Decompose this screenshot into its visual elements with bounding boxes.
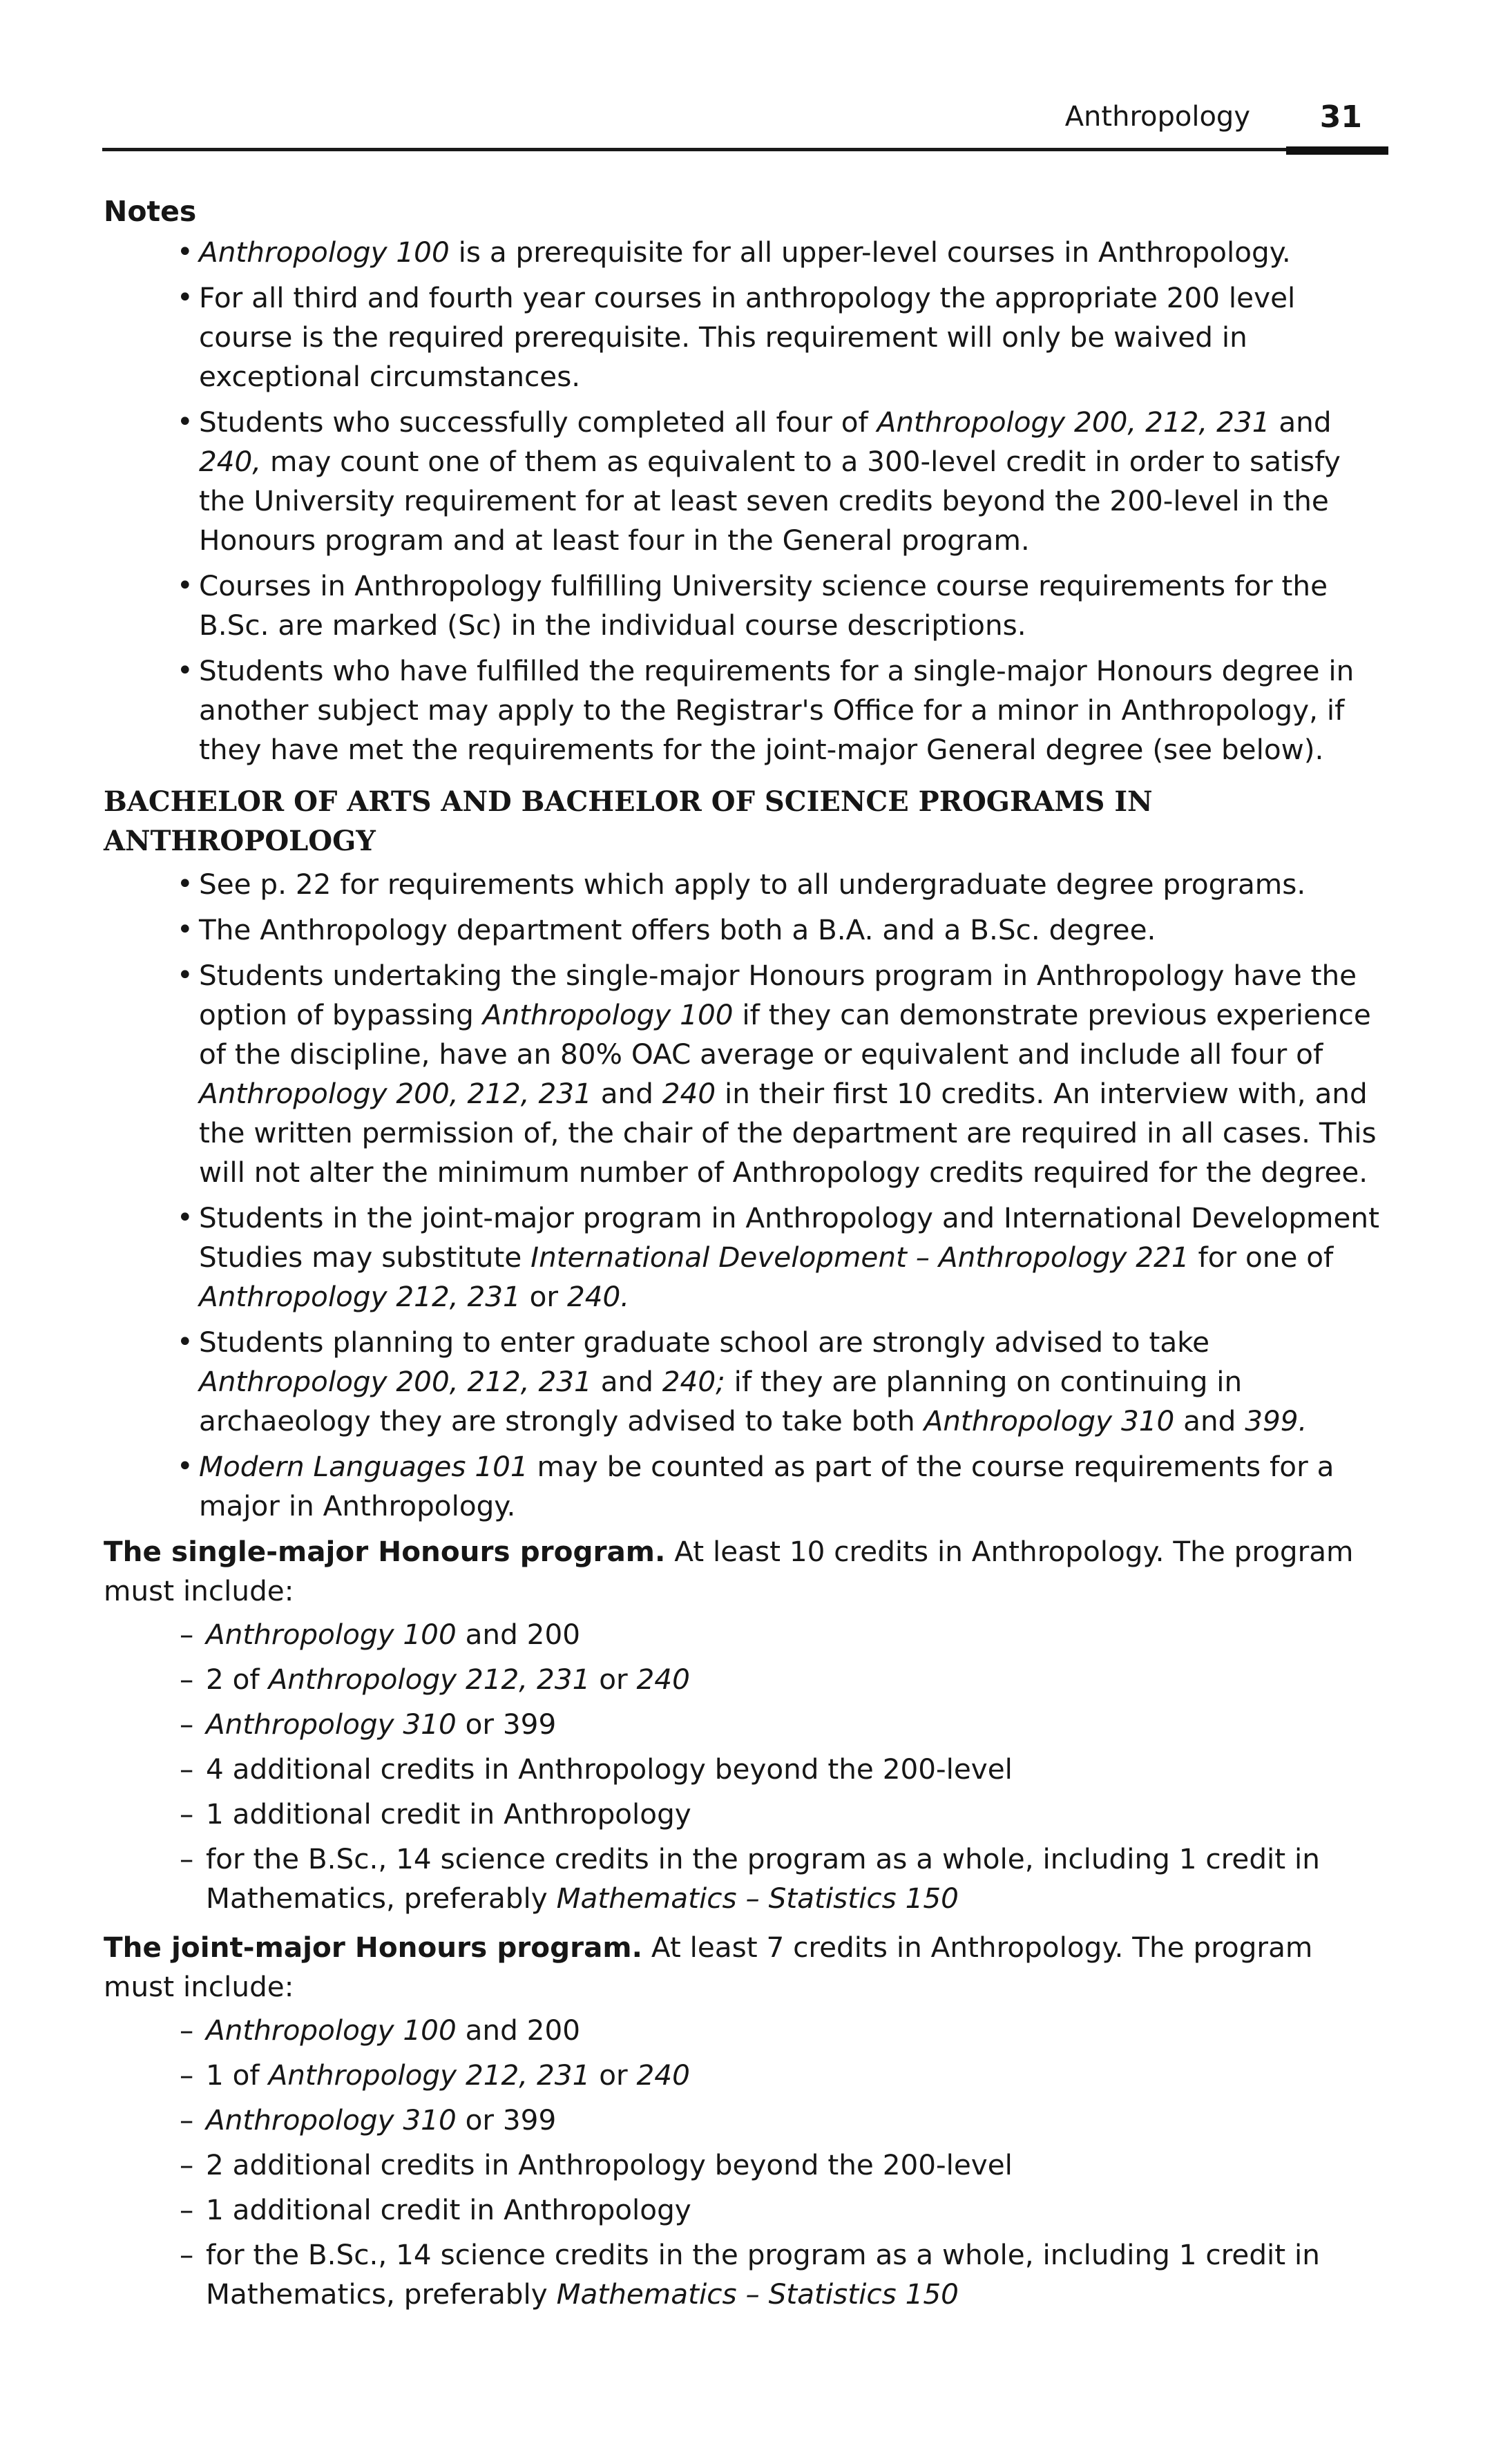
italic-text: Anthropology 212, 231	[268, 1663, 591, 1696]
italic-text: Anthropology 200, 212, 231	[877, 405, 1270, 439]
text: Students planning to enter graduate school are strongly advised to take	[199, 1326, 1210, 1359]
note-item	[104, 403, 1388, 560]
text: or	[590, 1663, 637, 1696]
text: For all third and fourth year courses in anthropology the appropriate 200 level course is the required prerequisite. This requirement will only be waived in exceptional circumstances.	[199, 281, 1296, 393]
text: Students who have fulfilled the requirements for a single-major Honours degree in another subject may apply to the Registrar's Office for a minor in Anthropology, if they have met the requirements for the joint-major General degree (see below).	[199, 654, 1355, 766]
italic-text: 399.	[1245, 1404, 1308, 1437]
requirement-item	[104, 2190, 1388, 2230]
joint-major-requirements	[104, 2011, 1388, 2314]
requirement-item	[104, 2011, 1388, 2050]
text: and	[591, 1365, 662, 1398]
text: is a prerequisite for all upper-level courses in Anthropology.	[449, 236, 1291, 269]
text: or	[520, 1280, 567, 1313]
note-item	[104, 233, 1388, 272]
text: and	[1174, 1404, 1245, 1437]
requirement-item	[104, 1660, 1388, 1699]
text: if they can demonstrate previous experience of the discipline, have an 80% OAC average or equivalent and include all four of	[199, 998, 1371, 1071]
italic-text: Anthropology 200, 212, 231	[199, 1077, 592, 1110]
requirement-item	[104, 2235, 1388, 2314]
program-note-item	[104, 1323, 1388, 1441]
joint-major-title: The joint-major Honours program.	[104, 1931, 642, 1964]
programs-heading: BACHELOR OF ARTS AND BACHELOR OF SCIENCE PROGRAMS IN ANTHROPOLOGY	[104, 785, 1153, 857]
text: 2 of	[206, 1663, 269, 1696]
requirement-item	[104, 2101, 1388, 2140]
note-item	[104, 278, 1388, 396]
text: or	[590, 2058, 637, 2092]
italic-text: Anthropology 310	[924, 1404, 1175, 1437]
italic-text: Anthropology 100	[206, 2014, 457, 2047]
italic-text: Anthropology 212, 231	[199, 1280, 521, 1313]
text: Courses in Anthropology fulfilling University science course requirements for the B.Sc. are marked (Sc) in the individual course descriptions.	[199, 569, 1328, 642]
italic-text: Anthropology 200, 212, 231	[199, 1365, 592, 1398]
page-header	[102, 97, 1388, 152]
italic-text: 240,	[199, 445, 262, 478]
requirement-item	[104, 1795, 1388, 1834]
text: Students who successfully completed all four of	[199, 405, 877, 439]
text: and 200	[456, 2014, 580, 2047]
text: Students in the joint-major program in Anthropology and International Development Studies may substitute	[199, 1201, 1379, 1274]
program-note-item	[104, 956, 1388, 1192]
requirement-item	[104, 1839, 1388, 1918]
notes-list	[104, 233, 1388, 770]
italic-text: Anthropology 100	[206, 1618, 457, 1651]
programs-list	[104, 865, 1388, 1526]
program-note-item	[104, 865, 1388, 904]
text: or 399	[456, 1708, 557, 1741]
italic-text: Anthropology 310	[206, 2103, 457, 2137]
running-title: Anthropology	[1064, 101, 1250, 133]
text: 1 of	[206, 2058, 269, 2092]
page-number: 31	[1319, 99, 1362, 135]
text: may count one of them as equivalent to a 300-level credit in order to satisfy the University requirement for at least seven credits beyond the 200-level in the Honours program and at least four in the General program.	[199, 445, 1341, 557]
single-major-requirements	[104, 1615, 1388, 1918]
text: 2 additional credits in Anthropology beyond the 200-level	[206, 2148, 1013, 2181]
program-note-item	[104, 1447, 1388, 1526]
note-item	[104, 566, 1388, 645]
single-major-intro	[104, 1532, 1388, 1611]
text: in their first 10 credits. An interview with, and the written permission of, the chair of the department are required in all cases. This will not alter the minimum number of Anthropology credits required for the degree.	[199, 1077, 1377, 1189]
italic-text: Anthropology 310	[206, 1708, 457, 1741]
requirement-item	[104, 1615, 1388, 1654]
text: for the B.Sc., 14 science credits in the program as a whole, including 1 credit in Mathematics, preferably	[206, 1842, 1320, 1915]
single-major-description: At least 10 credits in Anthropology. The program must include:	[104, 1535, 1354, 1607]
program-note-item	[104, 1198, 1388, 1317]
italic-text: International Development – Anthropology 221	[530, 1241, 1189, 1274]
program-note-item	[104, 910, 1388, 950]
notes-heading: Notes	[104, 195, 197, 228]
text: if they are planning on continuing in archaeology they are strongly advised to take both	[199, 1365, 1243, 1437]
text: may be counted as part of the course requirements for a major in Anthropology.	[199, 1450, 1334, 1522]
text: See p. 22 for requirements which apply to all undergraduate degree programs.	[199, 868, 1306, 901]
requirement-item	[104, 2056, 1388, 2095]
joint-major-intro	[104, 1928, 1388, 2007]
italic-text: Mathematics – Statistics 150	[556, 2277, 959, 2311]
text: 4 additional credits in Anthropology beyond the 200-level	[206, 1752, 1013, 1786]
italic-text: 240;	[662, 1365, 725, 1398]
header-rule	[102, 148, 1388, 151]
text: and 200	[456, 1618, 580, 1651]
requirement-item	[104, 1750, 1388, 1789]
italic-text: Anthropology 212, 231	[268, 2058, 591, 2092]
italic-text: 240	[662, 1077, 716, 1110]
text: for the B.Sc., 14 science credits in the program as a whole, including 1 credit in Mathematics, preferably	[206, 2238, 1320, 2311]
single-major-title: The single-major Honours program.	[104, 1535, 666, 1568]
text: and	[591, 1077, 662, 1110]
page-content	[104, 192, 1388, 2324]
requirement-item	[104, 2145, 1388, 2185]
text: The Anthropology department offers both a B.A. and a B.Sc. degree.	[199, 913, 1156, 946]
text: 1 additional credit in Anthropology	[206, 1797, 691, 1831]
italic-text: 240.	[566, 1280, 630, 1313]
italic-text: 240	[636, 2058, 690, 2092]
italic-text: Mathematics – Statistics 150	[556, 1882, 959, 1915]
text: and	[1270, 405, 1332, 439]
text: for one of	[1189, 1241, 1334, 1274]
joint-major-description: At least 7 credits in Anthropology. The program must include:	[104, 1931, 1313, 2003]
note-item	[104, 651, 1388, 770]
italic-text: Modern Languages 101	[199, 1450, 528, 1483]
italic-text: 240	[636, 1663, 690, 1696]
italic-text: Anthropology 100	[482, 998, 734, 1031]
requirement-item	[104, 1705, 1388, 1744]
text: Students undertaking the single-major Honours program in Anthropology have the option of bypassing	[199, 959, 1357, 1031]
text: 1 additional credit in Anthropology	[206, 2193, 691, 2226]
text: or 399	[456, 2103, 557, 2137]
italic-text: Anthropology 100	[199, 236, 450, 269]
header-rule-tab	[1286, 146, 1388, 155]
